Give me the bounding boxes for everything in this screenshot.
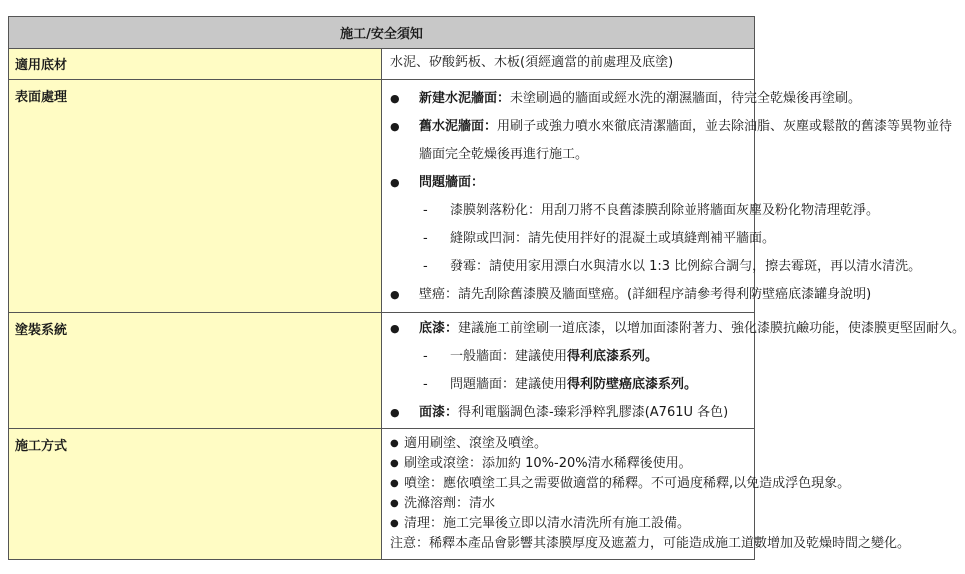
old-wall-text-1: 用刷子或強力噴水來徹底清潔牆面，並去除油脂、灰塵或鬆散的舊漆等異物並待 (497, 119, 953, 134)
label-method: 施工方式 (9, 429, 382, 560)
list-item (390, 371, 748, 399)
dash-icon: - (423, 231, 428, 246)
bullet-icon: ● (390, 322, 400, 335)
substrate-text: 水泥、矽酸鈣板、木板(須經適當的前處理及底塗) (390, 55, 674, 70)
coating-content (382, 313, 965, 429)
label-coating: 塗裝系統 (9, 313, 382, 429)
list-item (390, 315, 965, 343)
label-surface: 表面處理 (9, 80, 382, 313)
dash-icon: - (423, 259, 428, 274)
dash-text-mold: 發霉：請使用家用漂白水與清水以 1:3 比例綜合調勻，擦去霉斑，再以清水清洗。 (450, 259, 922, 274)
safety-table (8, 16, 965, 560)
topcoat-text: 得利電腦調色漆-臻彩淨粹乳膠漆(A761U 各色) (458, 405, 729, 420)
bullet-icon: ● (390, 498, 399, 509)
new-wall-text: 未塗刷過的牆面或經水洗的潮濕牆面，待完全乾燥後再塗刷。 (510, 91, 862, 106)
dash-text-cracks: 縫隙或凹洞：請先使用拌好的混凝土或填縫劑補平牆面。 (450, 231, 776, 246)
problem-wall-product: 得利防壁癌底漆系列。 (567, 377, 698, 392)
bullet-icon: ● (390, 438, 399, 449)
label-substrate: 適用底材 (9, 49, 382, 80)
substrate-content (382, 49, 755, 80)
method-item: 洗滌溶劑：清水 (404, 496, 496, 511)
general-wall-prefix: 一般牆面：建議使用 (450, 349, 568, 364)
dash-icon: - (423, 203, 428, 218)
list-item (390, 434, 748, 454)
method-item: 適用刷塗、滾塗及噴塗。 (404, 436, 548, 451)
list-item (390, 169, 748, 197)
bullet-icon: ● (390, 92, 400, 105)
list-item (390, 113, 953, 141)
method-note: 注意：稀釋本產品會影響其漆膜厚度及遮蓋力，可能造成施工道數增加及乾燥時間之變化。 (390, 536, 911, 551)
bullet-icon: ● (390, 176, 400, 189)
bullet-icon: ● (390, 120, 400, 133)
wall-cancer-text: 壁癌：請先刮除舊漆膜及牆面壁癌。(詳細程序請參考得利防壁癌底漆罐身說明) (419, 287, 872, 302)
list-item (390, 454, 748, 474)
list-item (390, 281, 872, 309)
list-item (390, 225, 776, 253)
list-item (390, 399, 748, 427)
list-item (390, 343, 748, 371)
dash-text-peeling: 漆膜剝落粉化：用刮刀將不良舊漆膜刮除並將牆面灰塵及粉化物清理乾淨。 (450, 203, 880, 218)
list-item (390, 85, 862, 113)
list-item (390, 253, 922, 281)
method-content (382, 429, 911, 560)
old-wall-title: 舊水泥牆面： (419, 119, 498, 134)
bullet-icon: ● (390, 406, 400, 419)
bullet-icon: ● (390, 478, 399, 489)
method-item: 清理：施工完畢後立即以清水清洗所有施工設備。 (404, 516, 691, 531)
surface-content (382, 80, 953, 313)
primer-text: 建議施工前塗刷一道底漆，以增加面漆附著力、強化漆膜抗鹼功能，使漆膜更堅固耐久。 (458, 321, 965, 336)
list-item (390, 514, 748, 534)
primer-title: 底漆： (419, 321, 459, 336)
bullet-icon: ● (390, 458, 399, 469)
dash-icon: - (423, 377, 428, 392)
topcoat-title: 面漆： (419, 405, 459, 420)
general-wall-product: 得利底漆系列。 (567, 349, 659, 364)
list-item (390, 197, 880, 225)
problem-wall-prefix: 問題牆面：建議使用 (450, 377, 568, 392)
method-item: 刷塗或滾塗：添加約 10%-20%清水稀釋後使用。 (404, 456, 692, 471)
list-item (390, 474, 851, 494)
old-wall-text-2: 牆面完全乾燥後再進行施工。 (419, 147, 589, 162)
dash-icon: - (423, 349, 428, 364)
list-item (390, 494, 748, 514)
problem-wall-title: 問題牆面： (419, 175, 485, 190)
table-title: 施工/安全須知 (9, 17, 755, 49)
new-wall-title: 新建水泥牆面： (419, 91, 511, 106)
bullet-icon: ● (390, 288, 400, 301)
bullet-icon: ● (390, 518, 399, 529)
method-item: 噴塗：應依噴塗工具之需要做適當的稀釋。不可過度稀釋,以免造成浮色現象。 (404, 476, 851, 491)
